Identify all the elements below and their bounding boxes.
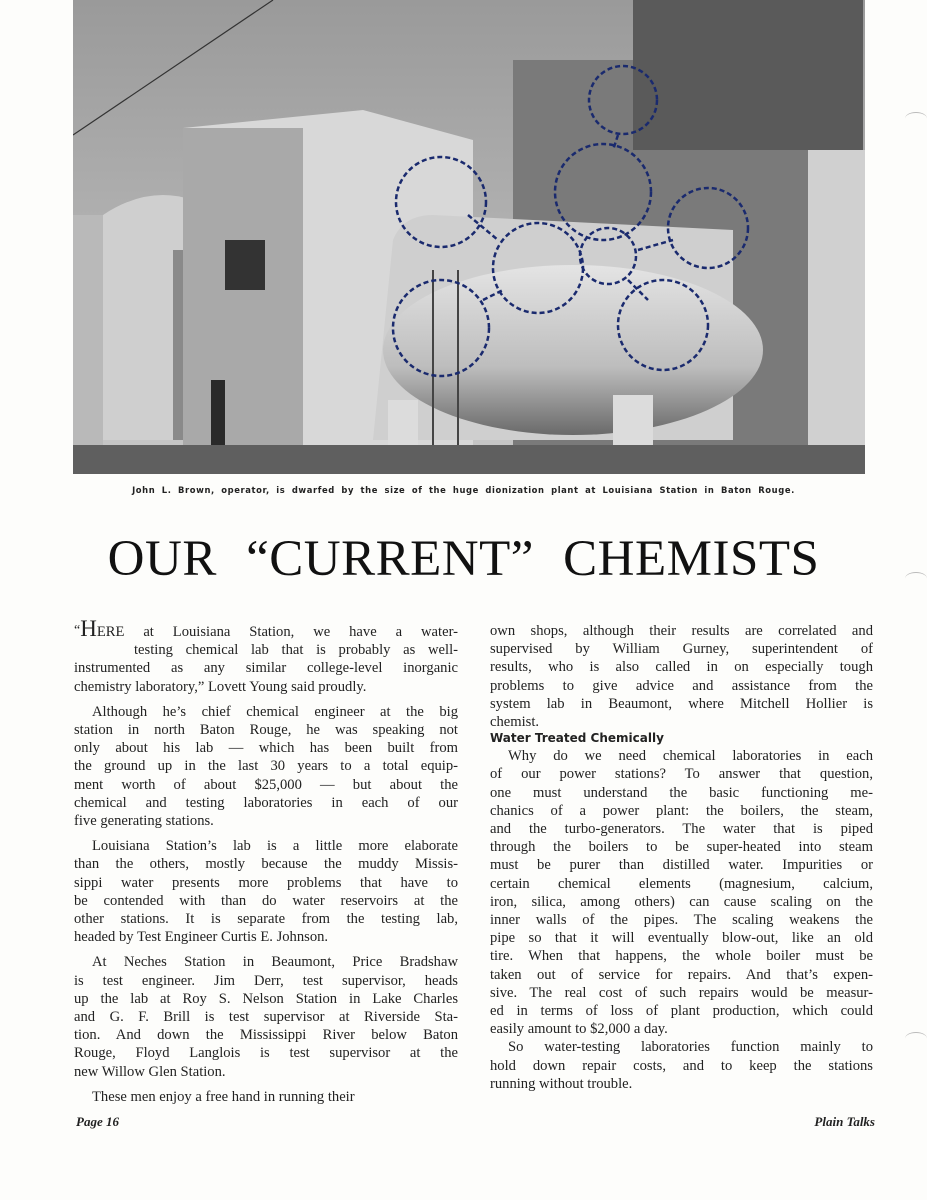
paragraph — [490, 622, 873, 731]
text-line: be contended with than do water reservoirs at the — [74, 892, 458, 909]
page-number: Page 16 — [76, 1114, 119, 1129]
text-line: supervised by William Gurney, superintendent of — [490, 641, 873, 658]
paragraph — [490, 1038, 873, 1093]
publication-name: Plain Talks — [814, 1114, 875, 1129]
text-line — [74, 616, 458, 641]
text-line: chemical and testing laboratories in each of our — [74, 794, 458, 811]
text-line: must be purer than distilled water. Impurities or — [490, 857, 873, 874]
text-span: ERE at Louisiana Station, we have a water- — [96, 624, 458, 640]
text-line: ment worth of about $25,000 — but about the — [74, 776, 458, 793]
text-line: At Neches Station in Beaumont, Price Bradshaw — [92, 954, 458, 971]
paragraph — [490, 747, 873, 1038]
text-line: own shops, although their results are correlated and — [490, 623, 873, 639]
text-line: easily amount to $2,000 a day. — [490, 1021, 668, 1038]
text-line: new Willow Glen Station. — [74, 1063, 226, 1080]
text-line: than the others, mostly because the muddy Missis- — [74, 856, 458, 873]
text-line: up the lab at Roy S. Nelson Station in Lake Charles — [74, 990, 458, 1007]
text-line: station in north Baton Rouge, he was speaking not — [74, 722, 458, 739]
paragraph — [74, 837, 458, 946]
paragraph — [74, 703, 458, 830]
text-line: pipe so that it will eventually blow-out, like an old — [490, 930, 873, 947]
text-line: Although he’s chief chemical engineer at the big — [92, 703, 458, 720]
punch-hole-mark — [905, 1032, 927, 1045]
text-line: chanics of a power plant: the boilers, the steam, — [490, 802, 873, 819]
drop-cap-letter: H — [80, 616, 97, 641]
article-title: OUR “CURRENT” CHEMISTS — [107, 531, 820, 587]
paragraph — [74, 953, 458, 1080]
text-line: certain chemical elements (magnesium, calcium, — [490, 875, 873, 892]
article-column-1 — [74, 616, 458, 1113]
punch-hole-mark — [905, 112, 927, 125]
text-line: Why do we need chemical laboratories in each — [508, 748, 873, 765]
text-line: taken out of service for repairs. And that’s expen- — [490, 966, 873, 983]
text-line: ed in terms of loss of plant production, which could — [490, 1003, 873, 1020]
text-line: results, who is also called in on especially tough — [490, 659, 873, 676]
article-column-2 — [490, 622, 873, 1100]
text-line: running without trouble. — [490, 1075, 633, 1092]
text-line: testing chemical lab that is probably as well- — [134, 642, 458, 659]
opening-quote: “ — [74, 623, 81, 638]
text-line: So water-testing laboratories function mainly to — [508, 1039, 873, 1056]
text-line: system lab in Beaumont, where Mitchell Hollier is — [490, 695, 873, 712]
photo-caption: John L. Brown, operator, is dwarfed by the size of the huge dionization plant at Louisiana Station in Baton Rouge. — [132, 485, 795, 495]
text-line: the ground up in the last 30 years to a total equip- — [74, 758, 458, 775]
plant-photo — [73, 0, 865, 474]
text-line: of our power stations? To answer that question, — [490, 766, 873, 783]
paragraph — [74, 616, 458, 696]
paragraph — [74, 1088, 458, 1106]
text-line: Rouge, Floyd Langlois is test supervisor at the — [74, 1045, 458, 1062]
section-subheading: Water Treated Chemically — [490, 731, 664, 746]
text-line: sive. The real cost of such repairs would be measur- — [490, 984, 873, 1001]
text-line: chemist. — [490, 714, 540, 731]
text-line: tire. When that happens, the whole boiler must be — [490, 948, 873, 965]
text-line: Louisiana Station’s lab is a little more elaborate — [92, 838, 458, 855]
text-line: only about his lab — which has been built from — [74, 740, 458, 757]
text-line: hold down repair costs, and to keep the stations — [490, 1057, 873, 1074]
text-line: is test engineer. Jim Derr, test supervisor, heads — [74, 972, 458, 989]
text-line: and G. F. Brill is test supervisor at Riverside Sta- — [74, 1009, 458, 1026]
text-line: sippi water presents more problems that have to — [74, 874, 458, 891]
punch-hole-mark — [905, 572, 927, 585]
text-line: through the boilers to be super-heated into steam — [490, 839, 873, 856]
text-line: other stations. It is separate from the testing lab, — [74, 911, 458, 928]
text-line: inner walls of the pipes. The scaling weakens the — [490, 912, 873, 929]
text-line: five generating stations. — [74, 813, 214, 830]
text-line: one must understand the basic functioning me- — [490, 784, 873, 801]
text-line: chemistry laboratory,” Lovett Young said proudly. — [74, 678, 367, 695]
text-line: problems to give advice and assistance from the — [490, 677, 873, 694]
text-line: These men enjoy a free hand in running their — [92, 1088, 355, 1105]
text-line: headed by Test Engineer Curtis E. Johnson. — [74, 929, 329, 946]
text-line: instrumented as any similar college-level inorganic — [74, 660, 458, 677]
text-line: tion. And down the Mississippi River below Baton — [74, 1027, 458, 1044]
text-line: and the turbo-generators. The water that is piped — [490, 821, 873, 838]
text-line: iron, silica, among others) can cause scaling on the — [490, 893, 873, 910]
